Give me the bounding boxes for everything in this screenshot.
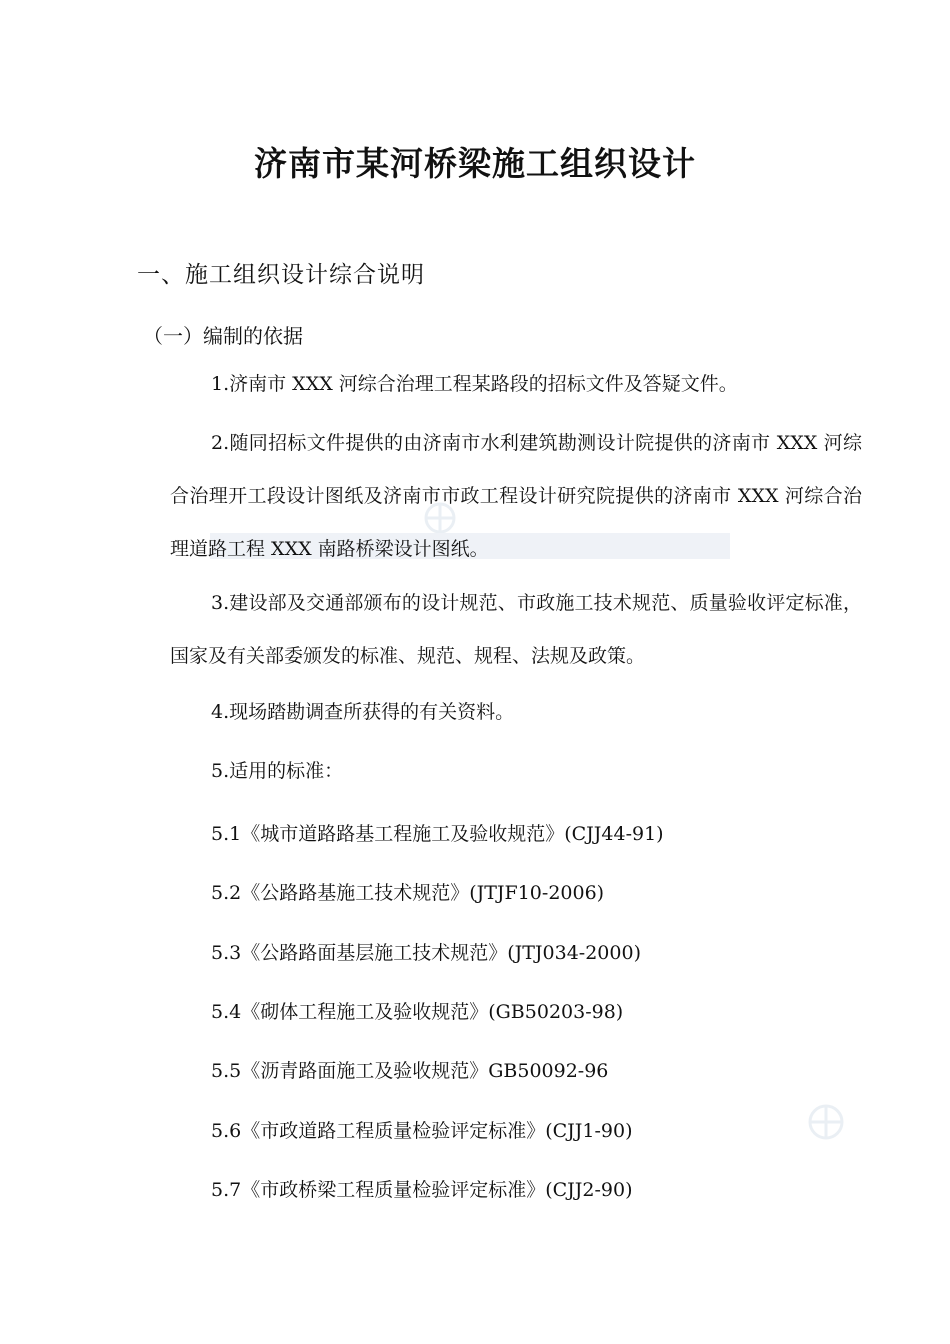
document-title: 济南市某河桥梁施工组织设计 — [254, 144, 696, 183]
standard-item: 5.4《砌体工程施工及验收规范》(GB50203-98) — [211, 1001, 624, 1023]
basis-item-5: 5.适用的标准： — [211, 760, 344, 782]
standard-item: 5.1《城市道路路基工程施工及验收规范》(CJJ44-91) — [211, 823, 664, 845]
standard-item: 5.2《公路路基施工技术规范》(JTJF10-2006) — [211, 882, 605, 904]
standard-item: 5.3《公路路面基层施工技术规范》(JTJ034-2000) — [211, 942, 641, 964]
standard-item: 5.6《市政道路工程质量检验评定标准》(CJJ1-90) — [211, 1120, 633, 1142]
basis-item-1: 1.济南市 XXX 河综合治理工程某路段的招标文件及答疑文件。 — [211, 373, 738, 395]
subsection-heading: （一）编制的依据 — [143, 324, 303, 348]
section-heading: 一、施工组织设计综合说明 — [137, 262, 425, 288]
standard-item: 5.7《市政桥梁工程质量检验评定标准》(CJJ2-90) — [211, 1179, 633, 1201]
basis-item-4: 4.现场踏勘调查所获得的有关资料。 — [211, 701, 515, 723]
watermark-icon — [802, 1098, 850, 1146]
basis-item-3: 3.建设部及交通部颁布的设计规范、市政施工技术规范、质量验收评定标准，国家及有关部委颁发的标准、规范、规程、法规及政策。 — [170, 592, 862, 667]
standard-item: 5.5《沥青路面施工及验收规范》GB50092-96 — [211, 1060, 609, 1082]
basis-item-2: 2.随同招标文件提供的由济南市水利建筑勘测设计院提供的济南市 XXX 河综合治理开工段设计图纸及济南市市政工程设计研究院提供的济南市 XXX 河综合治理道路工程 XXX 南路桥梁设计图纸。 — [170, 432, 862, 560]
